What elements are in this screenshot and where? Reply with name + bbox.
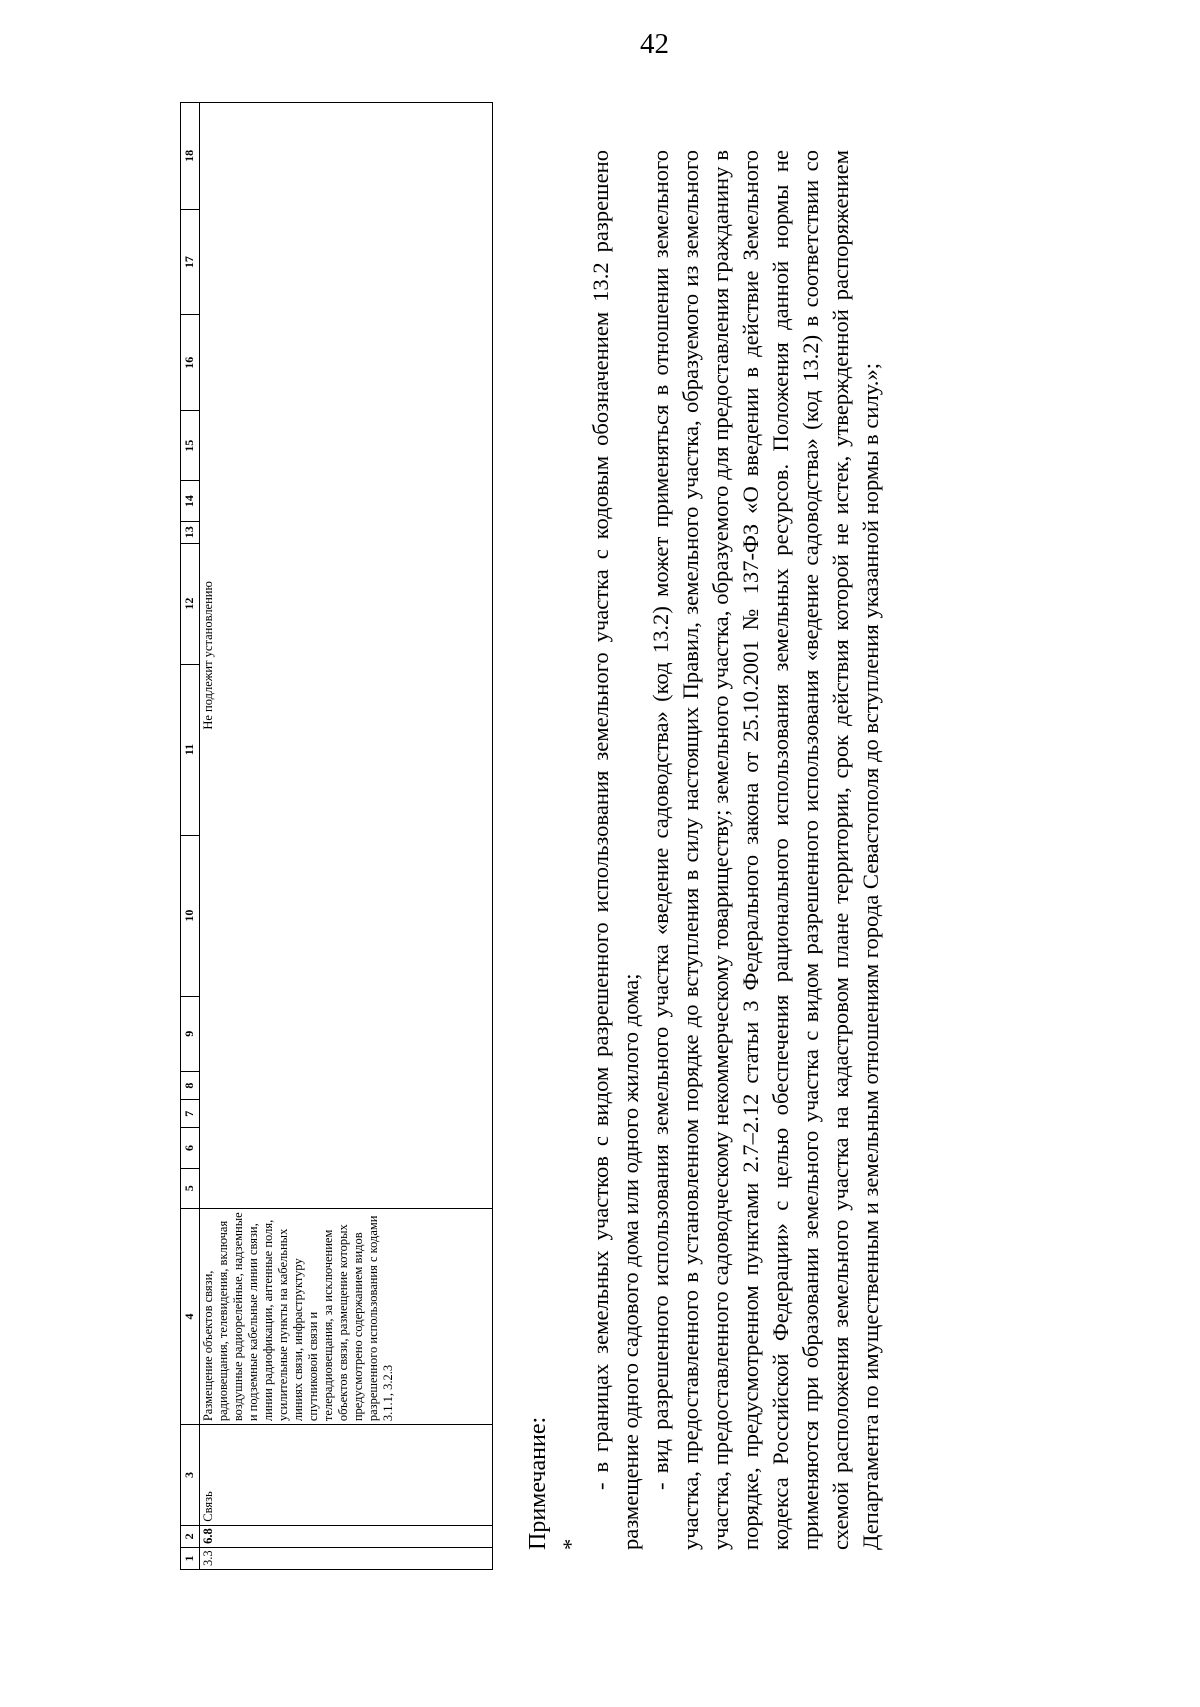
cell-use-description: Размещение объектов связи, радиовещания, телевидения, включая воздушные радиорелейные, надземные и подземные кабельные линии связи, линии радиофикации, антенные поля, усилительные пункты на кабельных линиях связи, инфраструктуру спутниковой связи и телерадиовещания, за исключением объектов связи, размещение которых предусмотрено содержанием видов разрешенного использования с кодами 3.1.1, 3.2.3 [200,1208,493,1424]
col-header: 18 [181,103,200,210]
col-header: 14 [181,481,200,521]
zoning-table [180,102,493,1570]
col-header: 2 [181,1525,200,1547]
page-number: 42 [640,28,669,60]
notes-asterisk: * [558,1538,583,1550]
col-header: 6 [181,1128,200,1168]
col-header: 16 [181,315,200,411]
col-header: 7 [181,1100,200,1128]
col-header: 1 [181,1547,200,1569]
col-header: 5 [181,1168,200,1208]
table-row [200,103,493,1570]
col-header: 4 [181,1208,200,1424]
notes-heading: Примечание: [525,1416,551,1550]
table-header-row [181,103,200,1570]
col-header: 13 [181,521,200,543]
col-header: 12 [181,543,200,664]
col-header: 15 [181,411,200,481]
notes-section [520,150,886,1550]
col-header: 8 [181,1072,200,1100]
cell-not-established: Не подлежит установлению [200,103,493,1209]
rotated-content [180,100,1080,1570]
col-header: 9 [181,996,200,1071]
cell-code: 6.8 [200,1525,493,1547]
col-header: 11 [181,664,200,835]
col-header: 10 [181,835,200,996]
note-paragraph: - вид разрешенного использования земельного участка «ведение садоводства» (код 13.2) может применяться в отношении земельного участка, предоставленного в установленном порядке до вступления в силу настоящих Правил, земельного участка, образуемого из земельного участка, предоставленного садоводческому некоммерческому товариществу; земельного участка, образуемого для предоставления гражданину в порядке, предусмотренном пунктами 2.7–2.12 статьи 3 Федерального закона от 25.10.2001 № 137-ФЗ «О введении в действие Земельного кодекса Российской Федерации» с целью обеспечения рационального использования земельных ресурсов. Положения данной нормы не применяются при образовании земельного участка с видом разрешенного использования «ведение садоводства» (код 13.2) в соответствии со схемой расположения земельного участка на кадастровом плане территории, срок действия которой не истек, утвержденной распоряжением Департамента по имущественным и земельным отношениям города Севастополя до вступления указанной нормы в силу.»; [648,150,883,1550]
cell-use-name: Связь [200,1425,493,1526]
note-paragraph: - в границах земельных участков с видом разрешенного использования земельного участка с кодовым обозначением 13.2 разрешено размещение одного садового дома или одного жилого дома; [588,150,643,1550]
col-header: 3 [181,1425,200,1526]
cell-number: 3.3 [200,1547,493,1569]
col-header: 17 [181,209,200,315]
